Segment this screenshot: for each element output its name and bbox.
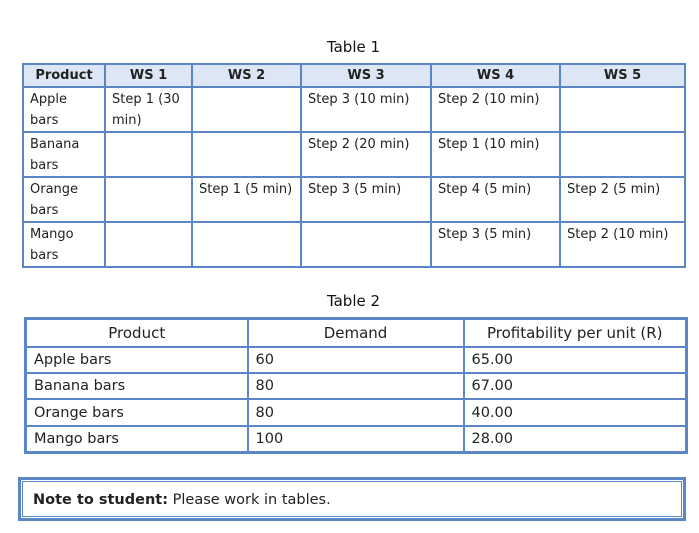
table-cell [192,87,301,132]
table-cell: Step 3 (10 min) [301,87,431,132]
table-cell: Banana bars [26,373,248,399]
table-cell: Step 1 (10 min) [431,132,560,177]
table-cell [105,222,192,267]
table-cell [105,132,192,177]
table-cell: Orange bars [23,177,105,222]
table-row [26,399,687,425]
table-cell: 67.00 [464,373,687,399]
table-row [26,347,687,373]
column-header-ws5: WS 5 [560,64,685,87]
table-row [23,87,685,132]
table-header-row [26,319,687,348]
table-cell: 100 [248,426,464,453]
table-cell: Step 3 (5 min) [431,222,560,267]
note-label: Note to student: [33,492,169,508]
table-row [23,177,685,222]
table-cell: Mango bars [26,426,248,453]
table-cell: 80 [248,399,464,425]
note-box [18,477,686,521]
table-cell [192,132,301,177]
table-cell: 80 [248,373,464,399]
table-row [23,222,685,267]
table-cell: Mango bars [23,222,105,267]
column-header-product: Product [26,319,248,348]
table-cell: Step 1 (5 min) [192,177,301,222]
table-cell: Step 4 (5 min) [431,177,560,222]
column-header-ws1: WS 1 [105,64,192,87]
column-header-ws2: WS 2 [192,64,301,87]
column-header-ws4: WS 4 [431,64,560,87]
table2-caption: Table 2 [326,292,381,310]
table-cell: Apple bars [23,87,105,132]
workstation-steps-table [22,63,686,268]
table-cell: Orange bars [26,399,248,425]
table-cell [560,132,685,177]
note-body: Please work in tables. [168,492,331,508]
table-row [23,132,685,177]
table-cell [192,222,301,267]
table-cell: 65.00 [464,347,687,373]
table-cell: Step 2 (10 min) [560,222,685,267]
table-cell: Step 2 (20 min) [301,132,431,177]
table-cell [105,177,192,222]
table-cell: 60 [248,347,464,373]
table-header-row [23,64,685,87]
column-header-demand: Demand [248,319,464,348]
table-cell: Step 3 (5 min) [301,177,431,222]
table-row [26,373,687,399]
table1-caption: Table 1 [326,38,381,56]
column-header-product: Product [23,64,105,87]
table-cell: Banana bars [23,132,105,177]
column-header-profitability: Profitability per unit (R) [464,319,687,348]
column-header-ws3: WS 3 [301,64,431,87]
table-cell: 40.00 [464,399,687,425]
table-cell [301,222,431,267]
demand-profitability-table [24,317,688,454]
table-cell: Step 2 (10 min) [431,87,560,132]
table-cell: Step 1 (30 min) [105,87,192,132]
table-cell: 28.00 [464,426,687,453]
table-cell: Apple bars [26,347,248,373]
table-row [26,426,687,453]
note-text [33,491,331,509]
table-cell [560,87,685,132]
table-cell: Step 2 (5 min) [560,177,685,222]
